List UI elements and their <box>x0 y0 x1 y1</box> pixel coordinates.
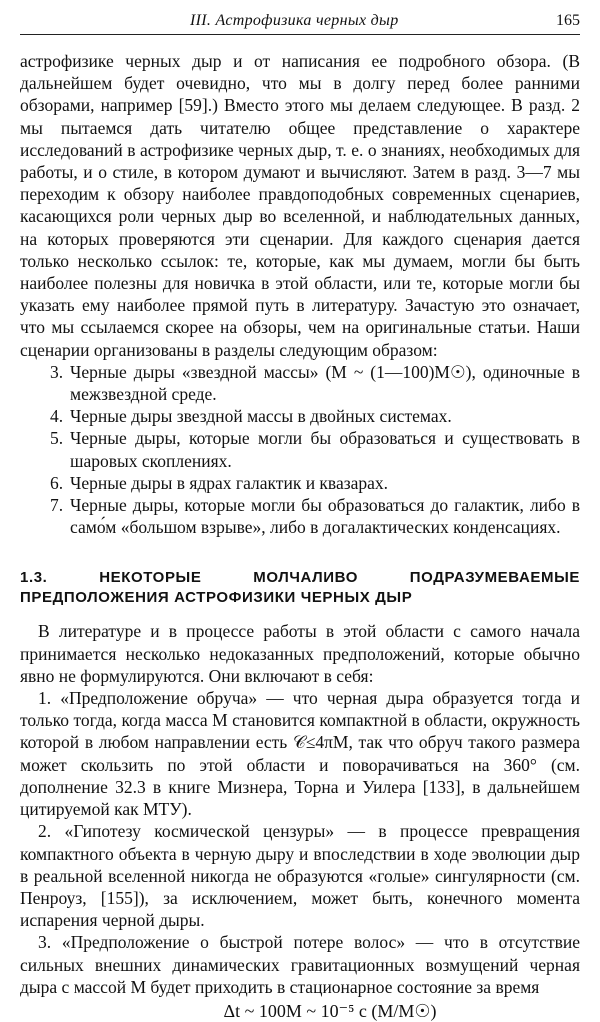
intro-paragraph: астрофизике черных дыр и от написания ее подробного обзора. (В дальнейшем будет очевидно, что мы в долгу перед более ранними обзорами, например [59].) Вместо этого мы делаем следующее. В разд. 2 мы пытаемся дать читателю общее представление о характере исследований в астрофизике черных дыр, т. е. о знаниях, необходимых для работы, и о стиле, в котором думают и вычисляют. Затем в разд. 3—7 мы переходим к обзору наиболее правдоподобных современных сценариев, касающихся роли черных дыр во вселенной, и наблюдательных данных, на которых проверяются эти сценарии. Для каждого сценария дается только несколько ссылок: те, которые, как мы думаем, могли бы быть наиболее полезны для новичка в этой области, или те, которые могли бы указать ему наиболее прямой путь в литературу. Зачастую это означает, что мы ссылаемся скорее на обзоры, чем на оригинальные статьи. Наши сценарии организованы в разделы следующим образом: <box>20 51 580 360</box>
formula: Δt ~ 100M ~ 10⁻⁵ c (M/M☉) <box>223 1000 437 1021</box>
list-item <box>20 427 580 471</box>
list-item-text: Черные дыры, которые могли бы образоваться и существовать в шаровых скоплениях. <box>70 428 580 471</box>
section-heading: 1.3. НЕКОТОРЫЕ МОЛЧАЛИВО ПОДРАЗУМЕВАЕМЫЕ ПРЕДПОЛОЖЕНИЯ АСТРОФИЗИКИ ЧЕРНЫХ ДЫР <box>20 569 580 607</box>
scenario-list <box>20 361 580 539</box>
page-number: 165 <box>556 12 580 29</box>
list-item <box>20 405 580 427</box>
list-item-text: Черные дыры, которые могли бы образоваться до галактик, либо в само́м «большом взрыве», либо в догалактических конденсациях. <box>70 495 580 538</box>
page-header <box>20 6 580 35</box>
assumption-hair-loss: 3. «Предположение о быстрой потере волос» — что в отсутствие сильных внешних динамических гравитационных возмущений черная дыра с массой M будет приходить в стационарное состояние за время <box>20 932 580 997</box>
list-item-number: 5. <box>50 428 64 449</box>
list-item-text: Черные дыры «звездной массы» (M ~ (1—100)M☉), одиночные в межзвездной среде. <box>70 361 580 405</box>
list-item-number: 6. <box>50 472 64 493</box>
list-item-text: Черные дыры в ядрах галактик и квазарах. <box>70 472 389 493</box>
running-title: III. Астрофизика черных дыр <box>190 12 399 29</box>
list-item-number: 4. <box>50 406 64 427</box>
list-item-text: Черные дыры звездной массы в двойных системах. <box>70 406 452 427</box>
assumption-hoop: 1. «Предположение обруча» — что черная дыра образуется тогда и только тогда, когда масса M становится компактной в области, окружность которой в любом направлении есть 𝒞≤4πM, так что обруч такого размера может скользить по этой области и поворачиваться на 360° (см. дополнение 32.3 в книге Мизнера, Торна и Уилера [133], в дальнейшем цитируемой как МТУ). <box>20 688 580 820</box>
list-item-number: 7. <box>50 495 64 516</box>
list-item <box>20 361 580 405</box>
book-page <box>20 6 580 1022</box>
section-paragraph: В литературе и в процессе работы в этой области с самого начала принимается несколько недоказанных предположений, которые обычно явно не формулируются. Они включают в себя: <box>20 621 580 686</box>
list-item-number: 3. <box>50 361 64 382</box>
body-text <box>20 50 580 1022</box>
list-item <box>20 494 580 538</box>
list-item <box>20 472 580 494</box>
assumption-cosmic-censorship: 2. «Гипотезу космической цензуры» — в процессе превращения компактного объекта в черную дыру и впоследствии в ходе эволюции дыр в реальной вселенной никогда не образуются «голые» сингулярности (см. Пенроуз, [155]), за исключением, может быть, конечного момента испарения черной дыры. <box>20 821 580 931</box>
